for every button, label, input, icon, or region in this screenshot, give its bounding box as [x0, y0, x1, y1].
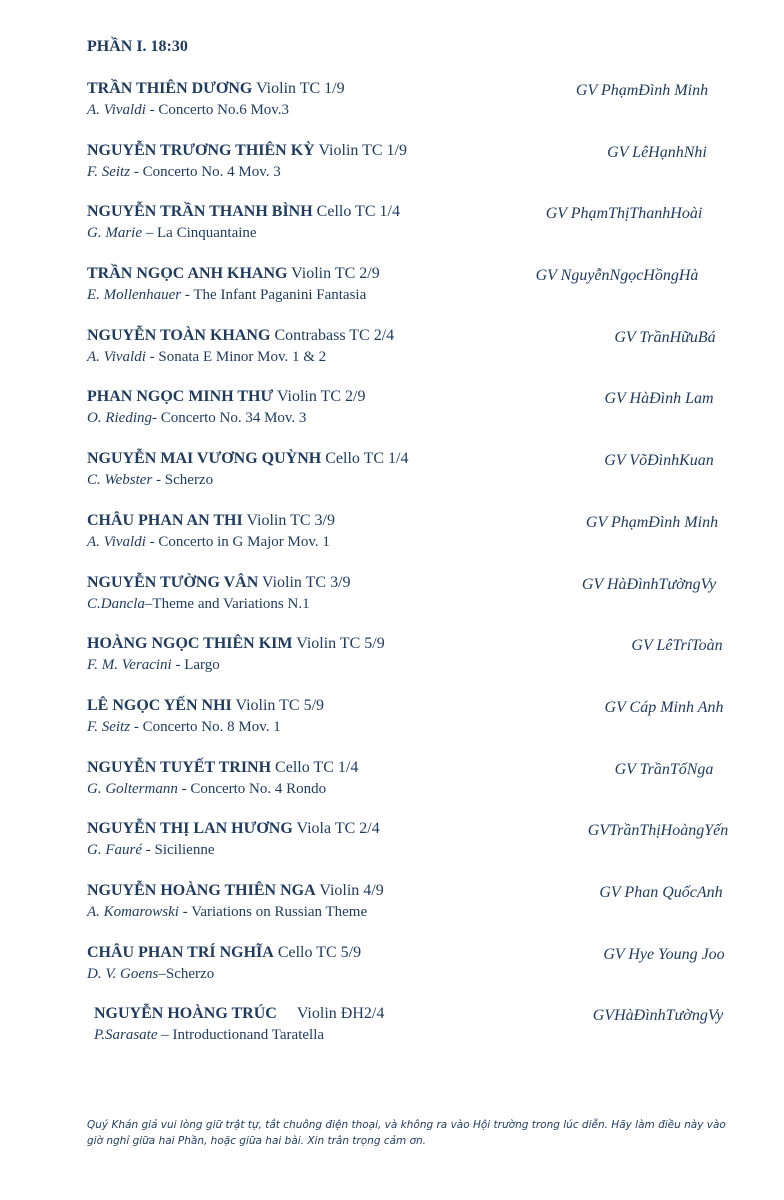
program-entry	[87, 882, 747, 944]
program-entry	[87, 450, 747, 512]
instrument-level: Cello TC 1/4	[275, 758, 359, 776]
performer-line	[87, 944, 361, 962]
composer: G. Goltermann	[87, 780, 178, 797]
performer-name: NGUYỄN THỊ LAN HƯƠNG	[87, 820, 293, 838]
program-entry	[87, 759, 747, 821]
performer-line	[87, 142, 407, 160]
program-entry	[87, 512, 747, 574]
piece-line	[87, 102, 289, 119]
performer-name: PHAN NGỌC MINH THƯ	[87, 388, 274, 406]
program-entry	[87, 697, 747, 759]
program-entry	[87, 944, 747, 1006]
composer: G. Marie	[87, 225, 142, 242]
teacher-name: GV Hye Young Joo	[603, 945, 725, 963]
teacher-name: GV TrầnHữuBá	[614, 328, 716, 346]
piece-line	[87, 657, 220, 674]
composer: A. Komarowski	[87, 903, 179, 920]
performer-name: LÊ NGỌC YẾN NHI	[87, 696, 232, 714]
separator: –	[142, 225, 157, 242]
instrument-level: Violin TC 1/9	[318, 141, 407, 159]
performer-name: TRẦN THIÊN DƯƠNG	[87, 80, 253, 97]
instrument-level: Contrabass TC 2/4	[274, 326, 395, 344]
piece-line	[87, 410, 306, 427]
separator: -	[152, 472, 165, 489]
piece-title: Concerto No.6 Mov.3	[158, 102, 290, 118]
teacher-name: GV PhạmĐình Minh	[575, 82, 709, 99]
piece-line	[87, 904, 367, 921]
piece-title: Concerto No. 4 Mov. 3	[142, 163, 281, 180]
piece-line	[87, 842, 215, 859]
performer-line	[87, 327, 394, 345]
separator: -	[142, 842, 155, 859]
section-title: PHẦN I. 18:30	[87, 38, 188, 55]
teacher-name: GV Phan QuốcAnh	[599, 883, 723, 901]
performer-line	[87, 574, 351, 592]
program-list	[87, 80, 747, 1067]
piece-line	[87, 349, 326, 366]
composer: D. V. Goens	[87, 965, 159, 982]
performer-line	[87, 265, 380, 283]
program-entry	[87, 1005, 747, 1067]
performer-name: NGUYỄN TRẦN THANH BÌNH	[87, 203, 313, 221]
performer-name: CHÂU PHAN AN THI	[87, 511, 243, 529]
performer-name: NGUYỄN TUYẾT TRINH	[87, 758, 272, 776]
separator: -	[171, 657, 185, 674]
piece-title: Concerto in G Major Mov. 1	[158, 533, 330, 550]
program-entry	[87, 203, 747, 265]
composer: G. Fauré	[87, 842, 142, 859]
instrument-level: Violin TC 5/9	[296, 635, 385, 653]
separator: -	[145, 102, 159, 118]
piece-title: Largo	[184, 657, 220, 674]
performer-line	[87, 635, 385, 653]
teacher-name: GV HàĐình Lam	[604, 390, 714, 408]
piece-title: Concerto No. 4 Rondo	[190, 780, 327, 797]
separator: –	[157, 1027, 173, 1044]
performer-line	[87, 512, 335, 530]
teacher-name: GV HàĐìnhTườngVy	[581, 575, 717, 593]
performer-line	[87, 882, 384, 900]
program-entry	[87, 635, 747, 697]
teacher-name: GV VõĐìnhKuan	[604, 452, 714, 470]
instrument-level: Violin TC 5/9	[235, 696, 325, 714]
piece-title: Concerto No. 34 Mov. 3	[160, 410, 307, 427]
teacher-name: GVTrầnThịHoàngYến	[587, 822, 729, 840]
program-entry	[87, 142, 747, 204]
instrument-level: Violin ĐH2/4	[296, 1005, 385, 1023]
composer: C. Webster	[87, 472, 153, 489]
composer: P.Sarasate	[94, 1027, 158, 1044]
composer: F. Seitz	[87, 718, 131, 735]
piece-title: Sonata E Minor Mov. 1 & 2	[158, 348, 327, 365]
performer-name: NGUYỄN HOÀNG THIÊN NGA	[87, 881, 316, 899]
composer: C.Dancla	[87, 595, 145, 612]
separator: -	[145, 348, 159, 365]
separator: -	[181, 287, 194, 304]
piece-line	[87, 164, 281, 181]
piece-title: Sicilienne	[154, 842, 215, 859]
composer: F. Seitz	[87, 163, 131, 180]
teacher-name: GV LêHạnhNhi	[607, 143, 707, 161]
performer-name: HOÀNG NGỌC THIÊN KIM	[87, 635, 293, 653]
instrument-level: Violin TC 2/9	[276, 388, 366, 406]
performer-name: NGUYỄN TRƯƠNG THIÊN KỲ	[87, 141, 315, 159]
composer: A. Vivaldi	[87, 102, 146, 118]
piece-title: La Cinquantaine	[157, 225, 257, 242]
piece-line	[87, 472, 213, 489]
teacher-name: GVHàĐìnhTườngVy	[592, 1007, 724, 1025]
program-entry	[87, 327, 747, 389]
performer-name: NGUYỄN HOÀNG TRÚC	[94, 1005, 277, 1023]
teacher-name: GV TrầnTốNga	[614, 760, 714, 778]
piece-title: Introductionand Taratella	[172, 1027, 325, 1044]
instrument-level: Cello TC 5/9	[277, 943, 362, 961]
teacher-name: GV LêTríToàn	[631, 637, 723, 655]
composer: E. Mollenhauer	[87, 287, 182, 304]
piece-line	[87, 596, 310, 613]
composer: A. Vivaldi	[87, 348, 146, 365]
piece-title: Scherzo	[165, 965, 215, 982]
piece-title: Scherzo	[164, 472, 214, 489]
separator: -	[177, 780, 191, 797]
piece-line	[87, 719, 281, 736]
instrument-level: Cello TC 1/4	[316, 203, 400, 221]
separator: -	[130, 718, 143, 735]
instrument-level: Violin TC 3/9	[246, 511, 335, 529]
performer-name: NGUYỄN MAI VƯƠNG QUỲNH	[87, 450, 322, 468]
teacher-name: GV PhạmĐình Minh	[585, 513, 719, 531]
piece-line	[87, 781, 326, 798]
piece-line	[87, 534, 330, 551]
performer-line	[87, 388, 365, 406]
program-entry	[87, 388, 747, 450]
performer-name: TRẦN NGỌC ANH KHANG	[87, 265, 288, 283]
separator: -	[145, 533, 159, 550]
performer-name: NGUYỄN TOÀN KHANG	[87, 326, 271, 344]
audience-notice: Quý Khán giả vui lòng giữ trật tự, tắt chuông điện thoại, và không ra vào Hội trường trong lúc diễn. Hãy làm điều này vào giờ nghỉ giữa hai Phần, hoặc giữa hai bài. Xin trân trọng cảm ơn.	[87, 1119, 726, 1147]
performer-line	[87, 759, 358, 777]
program-entry	[87, 574, 747, 636]
composer: O. Rieding	[87, 410, 152, 427]
separator: -	[178, 903, 192, 920]
composer: A. Vivaldi	[87, 533, 146, 550]
program-entry	[87, 80, 747, 142]
piece-line	[87, 225, 257, 242]
instrument-level: Cello TC 1/4	[325, 450, 409, 468]
program-entry	[87, 820, 747, 882]
performer-line	[87, 450, 408, 468]
separator: –	[144, 595, 153, 612]
piece-line	[94, 1027, 324, 1044]
piece-line	[87, 287, 366, 304]
instrument-level: Violin TC 2/9	[291, 265, 380, 283]
performer-name: NGUYỄN TƯỜNG VÂN	[87, 573, 259, 591]
piece-title: The Infant Paganini Fantasia	[193, 287, 367, 304]
separator: –	[158, 965, 166, 982]
teacher-name: GV PhạmThịThanhHoài	[545, 205, 703, 223]
instrument-level: Viola TC 2/4	[296, 820, 380, 838]
separator: -	[130, 163, 143, 180]
instrument-level: Violin 4/9	[319, 881, 384, 899]
instrument-level: Violin TC 3/9	[262, 573, 351, 591]
piece-title: Concerto No. 8 Mov. 1	[142, 718, 281, 735]
performer-line	[87, 820, 380, 838]
separator: -	[152, 410, 161, 427]
performer-name: CHÂU PHAN TRÍ NGHĨA	[87, 943, 274, 961]
composer: F. M. Veracini	[87, 657, 172, 674]
instrument-level: Violin TC 1/9	[256, 80, 345, 97]
teacher-name: GV NguyễnNgọcHồngHà	[535, 267, 699, 285]
teacher-name: GV Cáp Minh Anh	[604, 698, 724, 716]
piece-title: Theme and Variations N.1	[152, 595, 310, 612]
program-entry	[87, 265, 747, 327]
performer-line	[87, 203, 400, 221]
piece-line	[87, 966, 214, 983]
piece-title: Variations on Russian Theme	[191, 903, 368, 920]
performer-line	[87, 80, 345, 98]
performer-line	[87, 697, 324, 715]
performer-line	[94, 1005, 384, 1023]
